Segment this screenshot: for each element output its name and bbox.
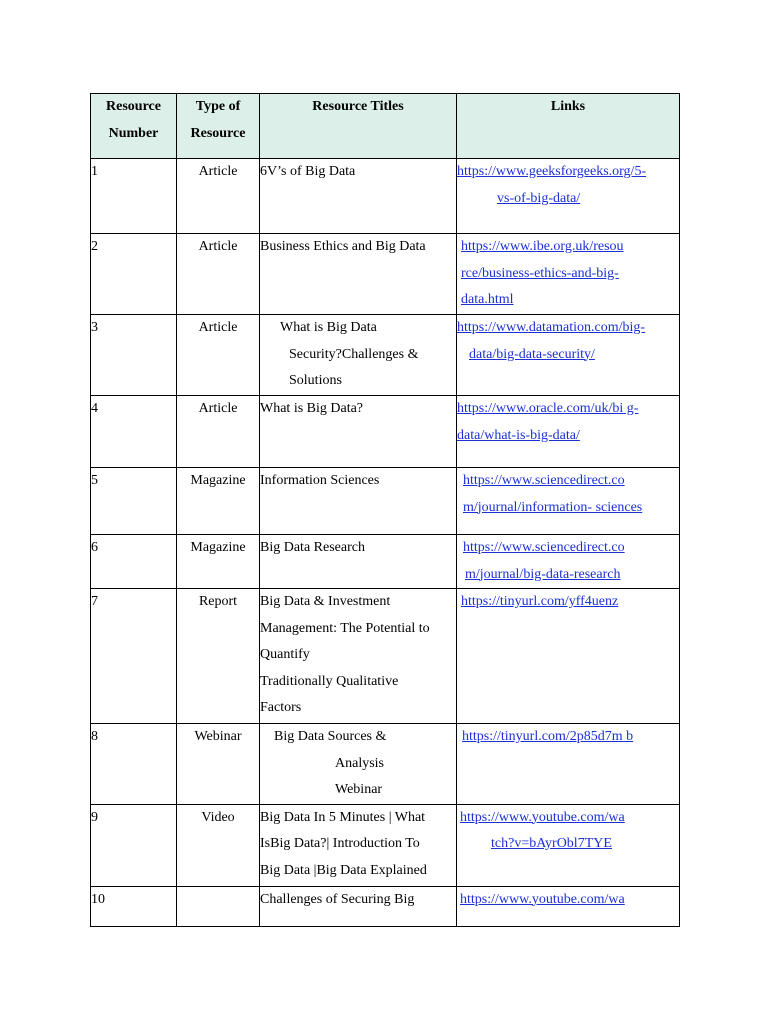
title-line: Big Data Research [260,540,365,555]
resource-number: 6 [91,535,177,589]
title-line: Solutions [289,373,342,388]
title-line: What is Big Data? [260,401,364,416]
header-links: Links [457,94,680,159]
resource-type: Article [177,234,260,315]
resource-link-anchor[interactable]: https://www.oracle.com/uk/bi g- [457,401,639,416]
title-line: Business Ethics and Big Data [260,239,426,254]
resource-link-anchor[interactable]: rce/business-ethics-and-big- [461,265,619,281]
resource-link [457,396,680,468]
resource-type [177,886,260,926]
resource-link-anchor[interactable]: vs-of-big-data/ [497,190,581,206]
table-row [91,886,680,926]
resource-number: 4 [91,396,177,468]
resource-number: 9 [91,804,177,886]
title-line: 6V’s of Big Data [260,164,356,179]
table-row [91,468,680,535]
resource-link [457,468,680,535]
header-resource-titles: Resource Titles [260,94,457,159]
title-line: Big Data & Investment [260,594,391,609]
resource-number: 5 [91,468,177,535]
resource-link-anchor[interactable]: data/what-is-big-data/ [457,427,580,443]
resource-type: Magazine [177,468,260,535]
title-line: Big Data In 5 Minutes | What [260,809,426,825]
resource-link-anchor[interactable]: https://tinyurl.com/yff4uenz [461,594,619,609]
resource-link-anchor[interactable]: https://www.datamation.com/big- [457,320,646,335]
table-header [91,94,680,159]
resource-link [457,886,680,926]
header-line: Resource [190,125,246,141]
resource-link [457,315,680,396]
resource-link [457,804,680,886]
title-line: Analysis [335,755,384,771]
resource-title [260,396,457,468]
title-line: Big Data |Big Data Explained [260,862,427,878]
resource-link-anchor[interactable]: https://www.ibe.org.uk/resou [461,239,624,254]
resource-link [457,535,680,589]
table-row [91,234,680,315]
title-line: Challenges of Securing Big [260,891,415,907]
resource-number: 8 [91,724,177,805]
title-line: Traditionally Qualitative [260,673,399,689]
header-line: Resource [106,99,161,114]
resource-number: 2 [91,234,177,315]
resource-link-anchor[interactable]: tch?v=bAyrObl7TYE [491,836,612,851]
resource-link-anchor[interactable]: m/journal/big-data-research [465,566,621,582]
resource-link-anchor[interactable]: https://www.sciencedirect.co [463,540,625,555]
title-line: Security?Challenges & [289,346,419,362]
resource-link-anchor[interactable]: https://tinyurl.com/2p85d7m b [462,729,634,744]
resource-title [260,886,457,926]
resource-number: 3 [91,315,177,396]
resource-type: Article [177,396,260,468]
title-line: Information Sciences [260,473,380,488]
resource-link-anchor[interactable]: https://www.youtube.com/wa [460,891,625,907]
header-type-of-resource [177,94,260,159]
table-row [91,724,680,805]
title-line: Management: The Potential to [260,620,430,636]
resource-link [457,234,680,315]
resource-title [260,535,457,589]
resource-number: 1 [91,159,177,234]
resource-link-anchor[interactable]: data/big-data-security/ [469,346,595,362]
resource-link-anchor[interactable]: https://www.geeksforgeeks.org/5- [457,164,647,179]
title-line: Big Data Sources & [274,729,387,744]
resource-type: Article [177,315,260,396]
table-row [91,159,680,234]
resource-title [260,724,457,805]
header-line: Number [108,125,159,141]
table-row [91,804,680,886]
resource-title [260,589,457,724]
resource-title [260,468,457,535]
title-line: Quantify [260,647,310,662]
resource-link [457,589,680,724]
resource-link-anchor[interactable]: https://www.sciencedirect.co [463,473,625,488]
resource-number: 7 [91,589,177,724]
resource-title [260,315,457,396]
title-line: IsBig Data?| Introduction To [260,836,420,851]
title-line: Webinar [335,782,383,797]
header-line: Type of [195,99,241,114]
resources-table [90,93,680,927]
resource-type: Video [177,804,260,886]
resource-type: Magazine [177,535,260,589]
resource-number: 10 [91,886,177,926]
table-row [91,315,680,396]
title-line: Factors [260,700,302,715]
resource-title [260,234,457,315]
header-resource-number [91,94,177,159]
resource-link-anchor[interactable]: https://www.youtube.com/wa [460,809,625,825]
resource-link-anchor[interactable]: m/journal/information- sciences [463,499,643,515]
title-line: What is Big Data [280,320,377,335]
resource-link-anchor[interactable]: data.html [461,292,514,307]
resource-title [260,804,457,886]
resource-type: Report [177,589,260,724]
resource-link [457,159,680,234]
resource-title [260,159,457,234]
table-row [91,396,680,468]
resource-type: Article [177,159,260,234]
table-row [91,589,680,724]
resource-link [457,724,680,805]
table-row [91,535,680,589]
resource-type: Webinar [177,724,260,805]
